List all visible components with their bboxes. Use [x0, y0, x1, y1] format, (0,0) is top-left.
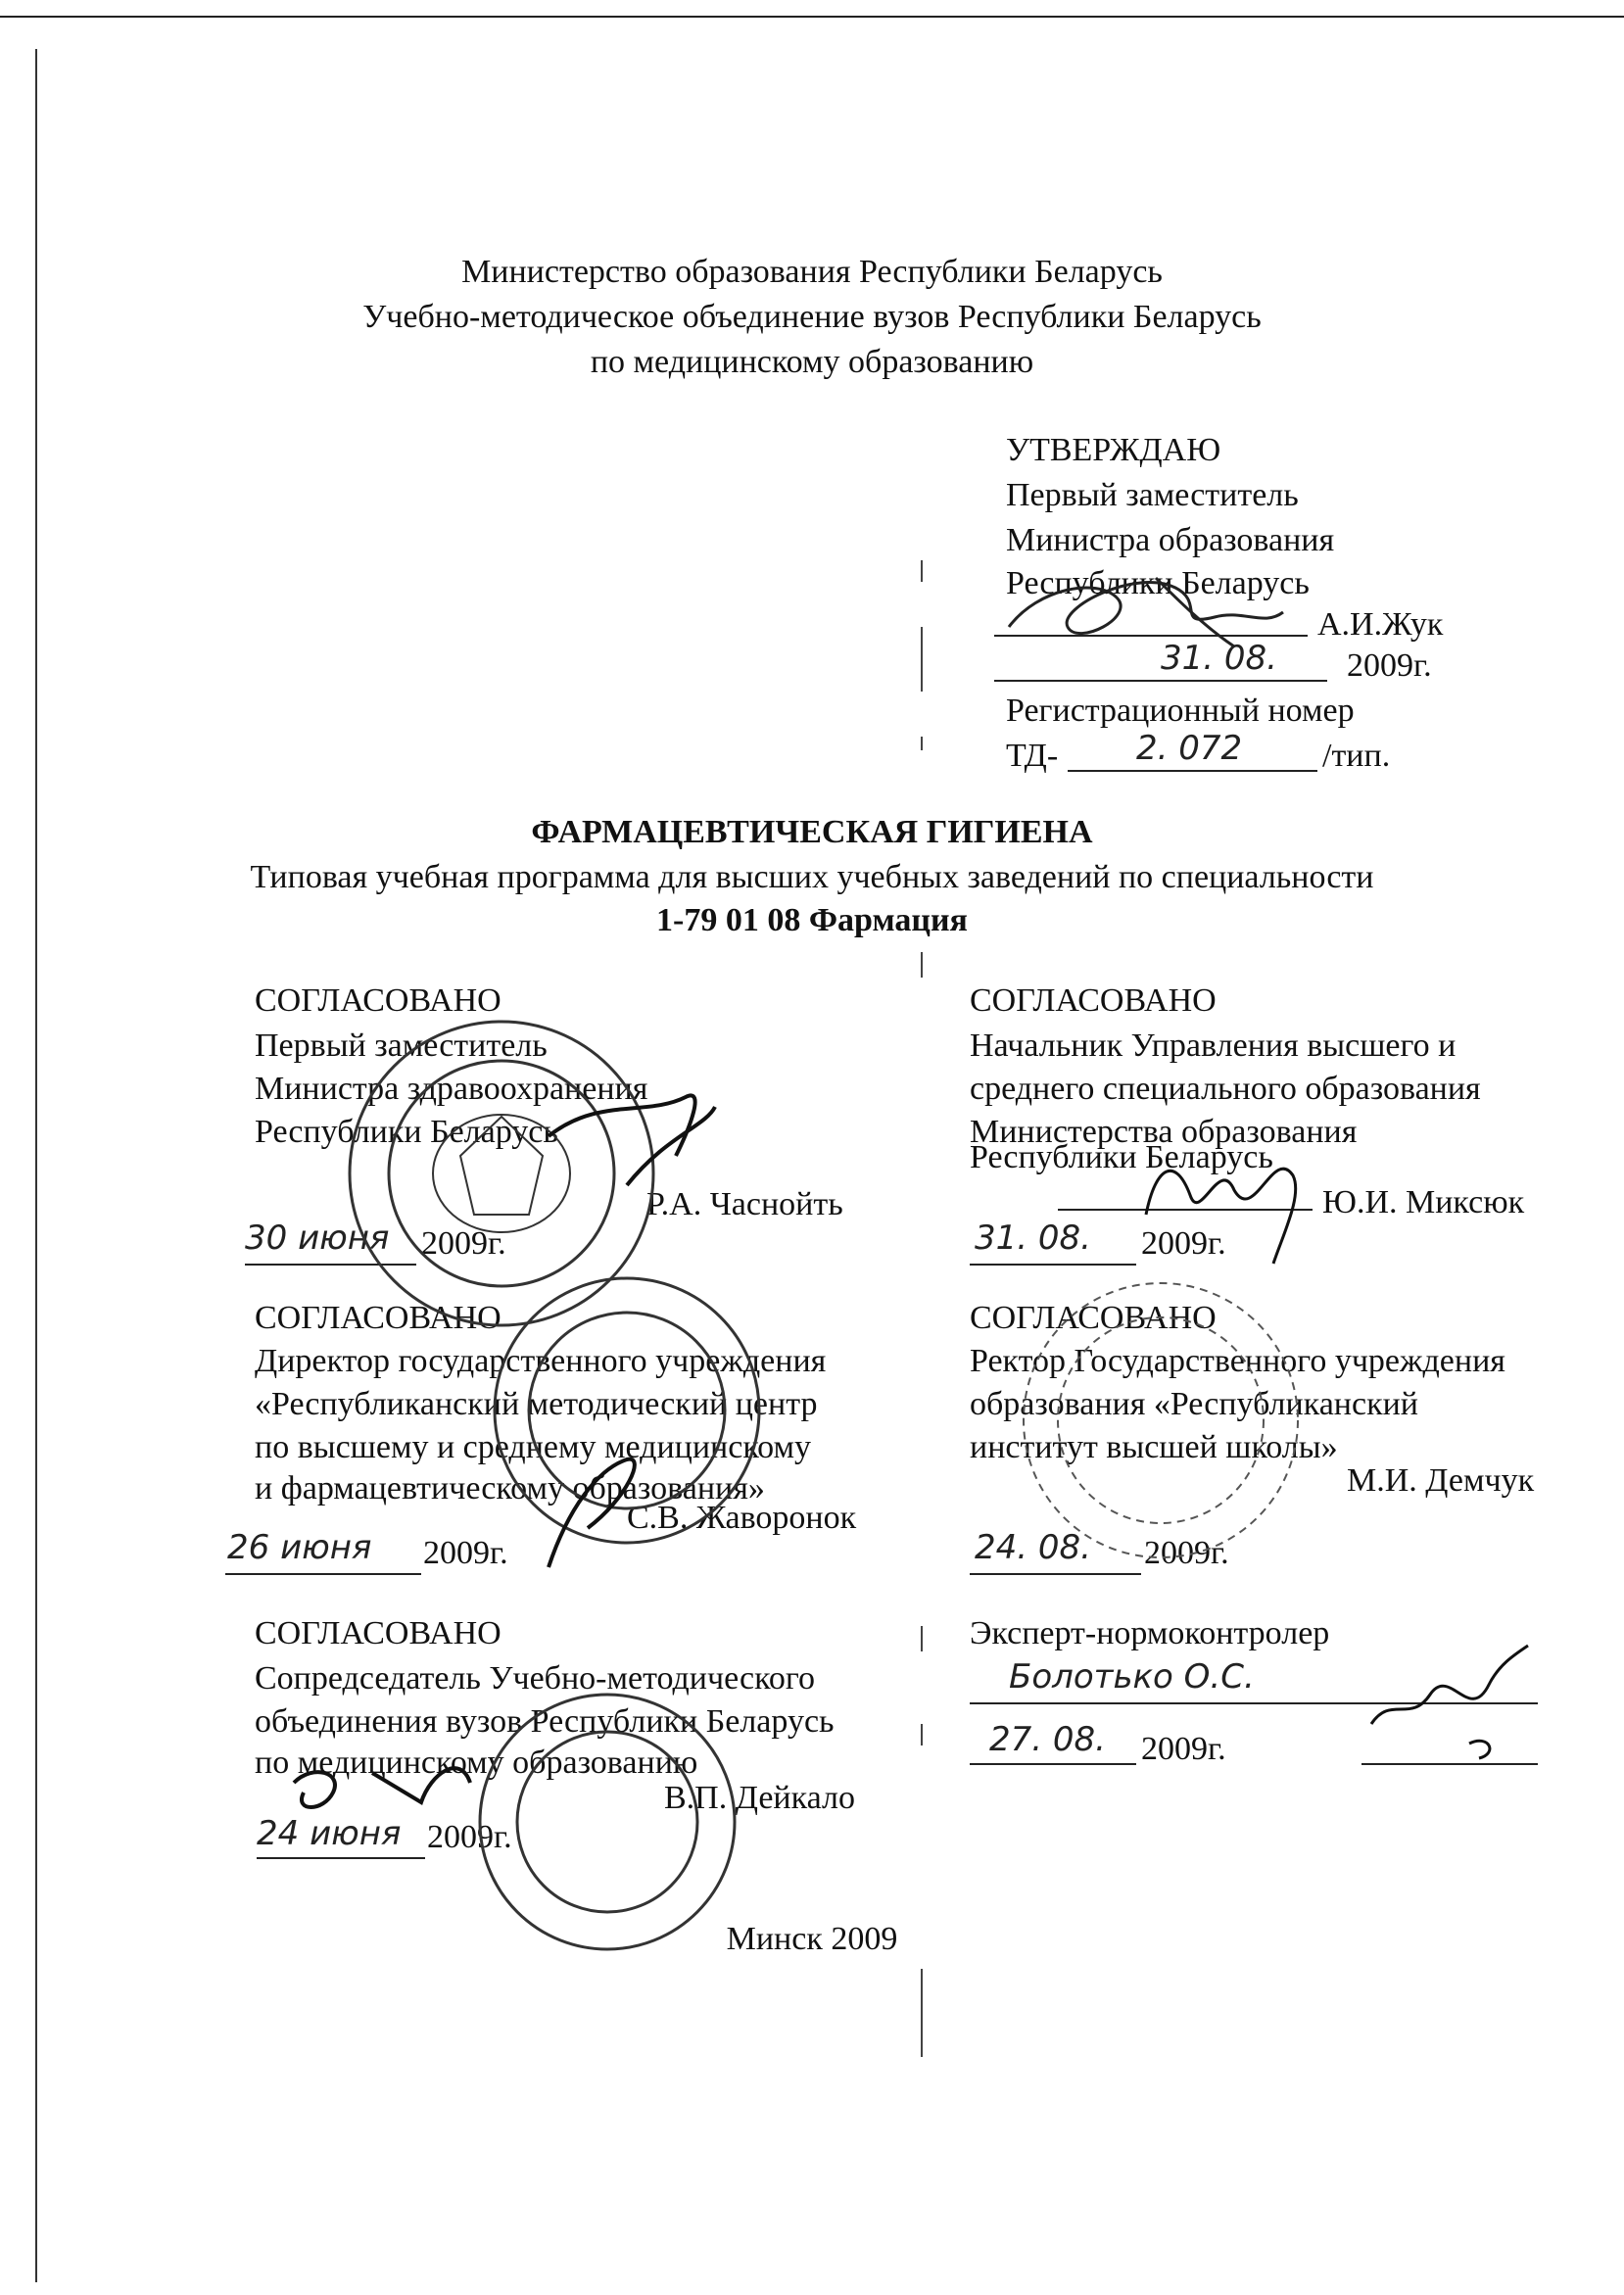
- health-line1: Первый заместитель: [255, 1028, 548, 1064]
- approve-line2: Министра образования: [1006, 522, 1335, 558]
- approve-date-handwritten: 31. 08.: [1161, 639, 1277, 678]
- higher-ed-name: Ю.И. Миксюк: [1322, 1184, 1525, 1220]
- health-date-handwritten: 30 июня: [245, 1219, 390, 1258]
- approve-line1: Первый заместитель: [1006, 477, 1299, 513]
- higher-ed-title: СОГЛАСОВАНО: [970, 982, 1217, 1019]
- umo-year: 2009г.: [427, 1819, 512, 1855]
- health-line3: Республики Беларусь: [255, 1114, 558, 1150]
- header-umo-medical: по медицинскому образованию: [590, 344, 1034, 380]
- header-umo: Учебно-методическое объединение вузов Республики Беларусь: [362, 299, 1262, 335]
- institute-line3: институт высшей школы»: [970, 1429, 1338, 1465]
- center-line4: и фармацевтическому образования»: [255, 1470, 765, 1506]
- health-year: 2009г.: [421, 1225, 506, 1262]
- deikalo-signature: [294, 1768, 470, 1807]
- umo-stamp: [480, 1695, 735, 1949]
- umo-date-handwritten: 24 июня: [257, 1814, 402, 1853]
- center-year: 2009г.: [423, 1535, 508, 1571]
- institute-stamp: [1024, 1283, 1298, 1557]
- center-line1: Директор государственного учреждения: [255, 1343, 827, 1379]
- zhuk-signature: [1009, 578, 1283, 646]
- approve-name: А.И.Жук: [1317, 606, 1444, 643]
- umo-line2: объединения вузов Республики Беларусь: [255, 1703, 835, 1740]
- expert-year: 2009г.: [1141, 1731, 1226, 1767]
- health-title: СОГЛАСОВАНО: [255, 982, 502, 1019]
- umo-line1: Сопредседатель Учебно-методического: [255, 1660, 816, 1697]
- higher-ed-line2: среднего специального образования: [970, 1071, 1481, 1107]
- higher-ed-line4: Республики Беларусь: [970, 1139, 1273, 1175]
- approve-reg-handwritten: 2. 072: [1136, 729, 1243, 768]
- center-title: СОГЛАСОВАНО: [255, 1300, 502, 1336]
- higher-ed-line1: Начальник Управления высшего и: [970, 1028, 1457, 1064]
- umo-title: СОГЛАСОВАНО: [255, 1615, 502, 1651]
- approve-reg-prefix: ТД-: [1006, 738, 1059, 774]
- approve-line3: Республики Беларусь: [1006, 565, 1310, 601]
- health-line2: Министра здравоохранения: [255, 1071, 648, 1107]
- institute-line1: Ректор Государственного учреждения: [970, 1343, 1505, 1379]
- institute-year: 2009г.: [1144, 1535, 1229, 1571]
- expert-title: Эксперт-нормоконтролер: [970, 1615, 1330, 1651]
- document-title: ФАРМАЦЕВТИЧЕСКАЯ ГИГИЕНА: [531, 814, 1093, 850]
- umo-line3: по медицинскому образованию: [255, 1745, 698, 1781]
- document-subtitle: Типовая учебная программа для высших учебных заведений по специальности: [250, 859, 1374, 895]
- center-name: С.В. Жаворонок: [627, 1500, 857, 1536]
- header-ministry: Министерство образования Республики Беларусь: [461, 254, 1163, 290]
- umo-name: В.П. Дейкало: [664, 1780, 855, 1816]
- institute-title: СОГЛАСОВАНО: [970, 1300, 1217, 1336]
- center-line2: «Республиканский методический центр: [255, 1386, 818, 1422]
- institute-name: М.И. Демчук: [1347, 1462, 1535, 1499]
- approve-title: УТВЕРЖДАЮ: [1006, 432, 1221, 468]
- higher-ed-line3: Министерства образования: [970, 1114, 1358, 1150]
- center-stamp: [495, 1278, 759, 1543]
- center-date-handwritten: 26 июня: [227, 1528, 372, 1567]
- footer-city-year: Минск 2009: [726, 1921, 898, 1957]
- expert-date-handwritten: 27. 08.: [989, 1720, 1106, 1759]
- miksyuk-signature: [1146, 1169, 1296, 1264]
- expert-name-handwritten: Болотько О.С.: [1009, 1657, 1255, 1697]
- approve-year: 2009г.: [1347, 647, 1432, 684]
- center-line3: по высшему и среднему медицинскому: [255, 1429, 811, 1465]
- approve-reg-label: Регистрационный номер: [1006, 693, 1355, 729]
- higher-ed-date-handwritten: 31. 08.: [975, 1219, 1091, 1258]
- institute-date-handwritten: 24. 08.: [975, 1528, 1091, 1567]
- chasnoit-signature: [549, 1095, 715, 1185]
- approve-reg-suffix: /тип.: [1322, 738, 1391, 774]
- zhavoronok-signature: [549, 1459, 635, 1567]
- institute-line2: образования «Республиканский: [970, 1386, 1418, 1422]
- expert-signature: [1371, 1646, 1528, 1758]
- higher-ed-year: 2009г.: [1141, 1225, 1226, 1262]
- health-name: Р.А. Часнойть: [646, 1186, 843, 1222]
- document-specialty: 1-79 01 08 Фармация: [656, 902, 968, 938]
